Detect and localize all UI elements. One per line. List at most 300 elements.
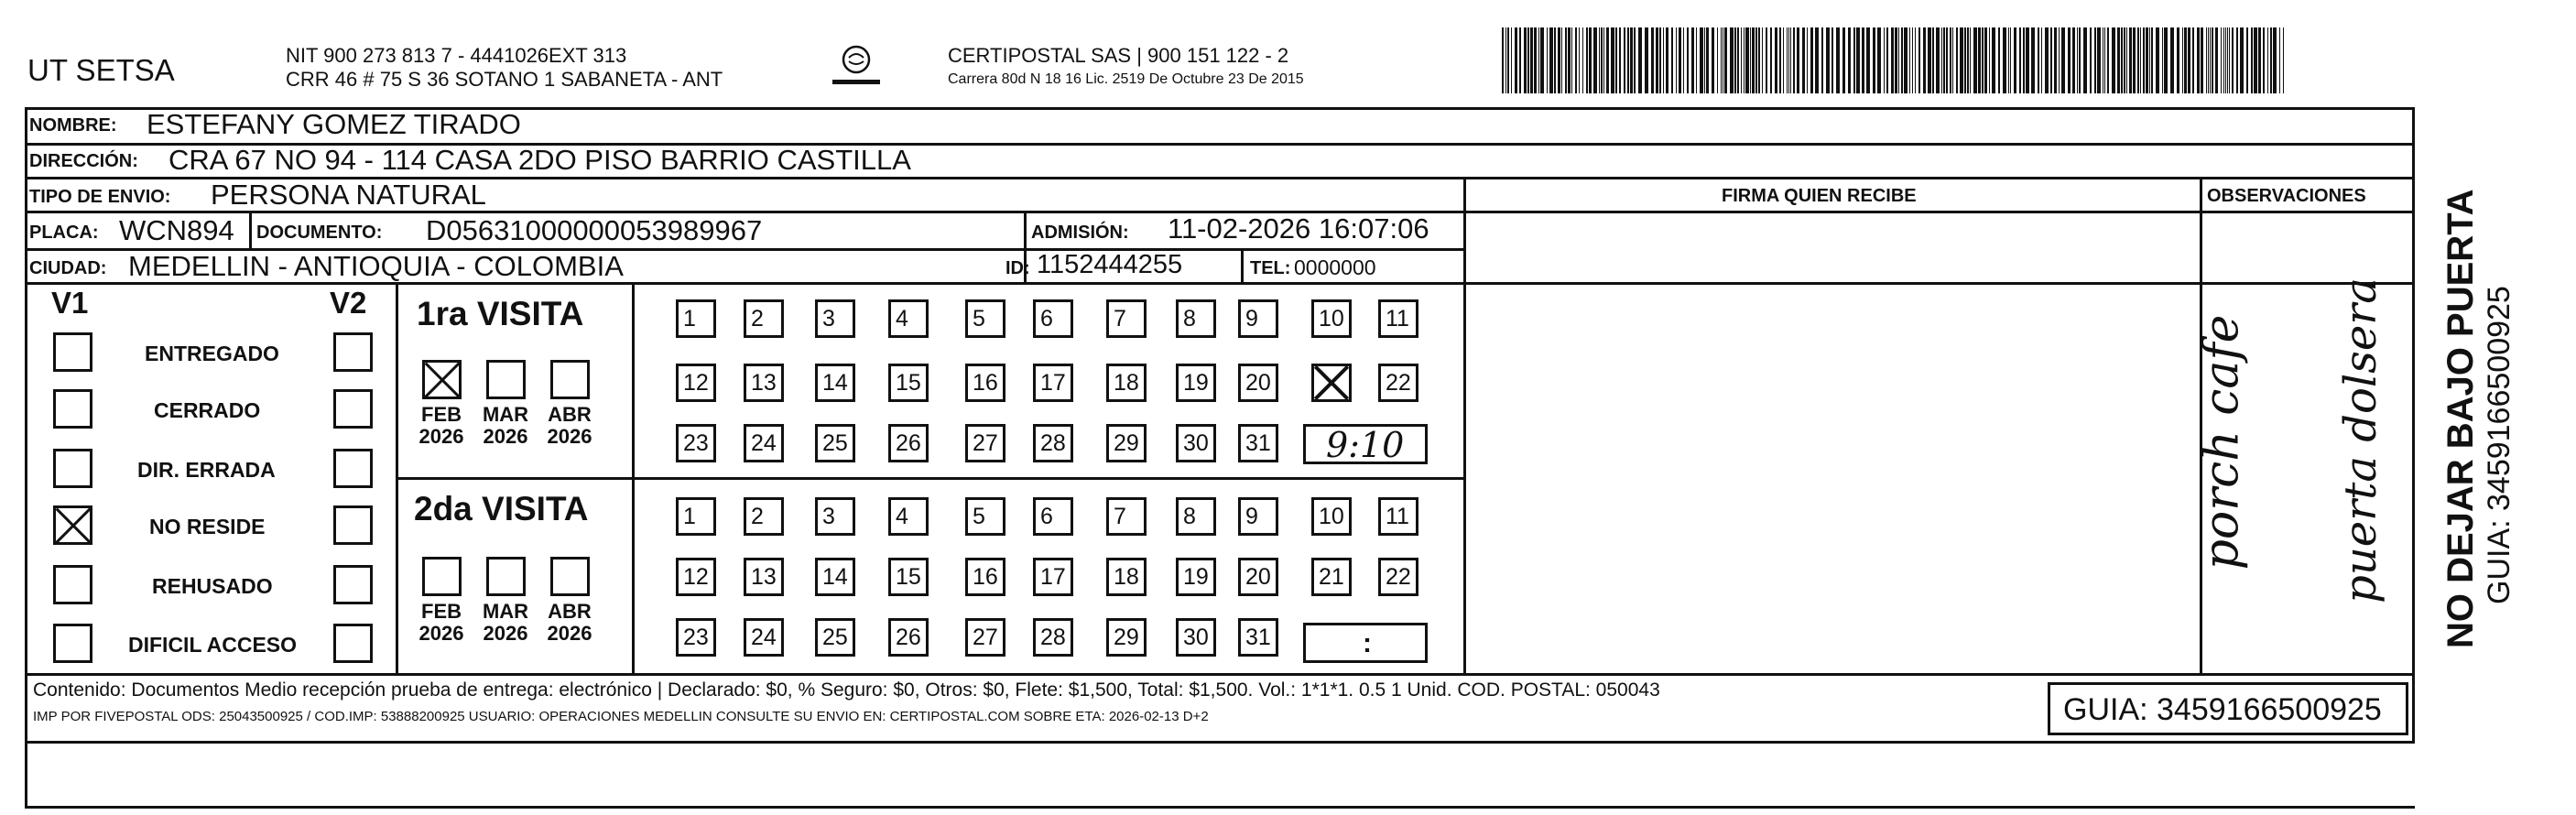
barcode-bar bbox=[1766, 27, 1767, 93]
barcode-bar bbox=[1998, 27, 2000, 93]
status-option-1: CERRADO bbox=[154, 398, 261, 422]
barcode-bar bbox=[1807, 27, 1808, 93]
barcode-bar bbox=[1891, 27, 1894, 93]
certipostal-logo bbox=[829, 41, 884, 96]
barcode-bar bbox=[1524, 27, 1527, 93]
barcode-bar bbox=[2208, 27, 2209, 93]
visit2-day-16[interactable]: 16 bbox=[965, 558, 1005, 596]
barcode-bar bbox=[1582, 27, 1583, 93]
barcode-bar bbox=[2254, 27, 2257, 93]
visit2-day-12[interactable]: 12 bbox=[676, 558, 716, 596]
barcode-bar bbox=[1565, 27, 1567, 93]
barcode-bar bbox=[2201, 27, 2203, 93]
visit1-day-20[interactable]: 20 bbox=[1238, 364, 1278, 402]
barcode-bar bbox=[1952, 27, 1953, 93]
barcode-bar bbox=[2197, 27, 2200, 93]
barcode-bar bbox=[1960, 27, 1963, 93]
barcode-bar bbox=[1923, 27, 1926, 93]
visit2-year-label-2: 2026 bbox=[547, 622, 592, 645]
visit2-day-26[interactable]: 26 bbox=[888, 618, 929, 657]
status-option-2: DIR. ERRADA bbox=[137, 458, 276, 482]
visit1-day-10[interactable]: 10 bbox=[1311, 299, 1352, 338]
barcode-bar bbox=[1802, 27, 1805, 93]
barcode-bar bbox=[2246, 27, 2248, 93]
visit2-day-3[interactable]: 3 bbox=[815, 497, 855, 536]
visit2-month-box-0[interactable] bbox=[422, 557, 462, 596]
v2-label: V2 bbox=[330, 286, 367, 320]
placa-value: WCN894 bbox=[119, 214, 234, 246]
barcode-bar bbox=[1651, 27, 1654, 93]
visit2-title: 2da VISITA bbox=[414, 490, 589, 527]
v1-checkbox-3[interactable] bbox=[53, 505, 92, 545]
barcode-bar bbox=[1696, 27, 1697, 93]
visit1-month-box-2[interactable] bbox=[550, 360, 590, 399]
barcode-bar bbox=[2263, 27, 2265, 93]
visit2-month-label-0: FEB bbox=[421, 600, 462, 623]
barcode-bar bbox=[1659, 27, 1661, 93]
barcode-bar bbox=[2023, 27, 2025, 93]
visit1-time-value: 9:10 bbox=[1326, 425, 1405, 465]
barcode-bar bbox=[1638, 27, 1642, 93]
v1-checkbox-0[interactable] bbox=[53, 332, 92, 372]
visit1-day-5[interactable]: 5 bbox=[965, 299, 1005, 338]
barcode-bar bbox=[1853, 27, 1855, 93]
barcode-bar bbox=[2283, 27, 2284, 93]
barcode-bar bbox=[2038, 27, 2039, 93]
barcode-bar bbox=[2090, 27, 2092, 93]
barcode-bar bbox=[1970, 27, 1971, 93]
certipostal-line: CERTIPOSTAL SAS | 900 151 122 - 2 bbox=[948, 44, 1289, 67]
barcode-bar bbox=[1967, 27, 1969, 93]
barcode-bar bbox=[2010, 27, 2011, 93]
visit1-title: 1ra VISITA bbox=[417, 295, 584, 332]
visit2-day-23[interactable]: 23 bbox=[676, 618, 716, 657]
barcode-bar bbox=[2273, 27, 2277, 93]
barcode-bar bbox=[2210, 27, 2211, 93]
barcode-bar bbox=[1502, 27, 1504, 93]
footer-guia-box bbox=[2048, 682, 2408, 735]
barcode-bar bbox=[2079, 27, 2081, 93]
visit1-day-18[interactable]: 18 bbox=[1106, 364, 1147, 402]
barcode-bar bbox=[1941, 27, 1942, 93]
barcode-bar bbox=[1915, 27, 1916, 93]
barcode-bar bbox=[1826, 27, 1830, 93]
barcode-bar bbox=[1505, 27, 1506, 93]
barcode-bar bbox=[2003, 27, 2006, 93]
barcode-bar bbox=[1558, 27, 1560, 93]
barcode-bar bbox=[2026, 27, 2029, 93]
barcode-bar bbox=[1730, 27, 1734, 93]
barcode-bar bbox=[1989, 27, 1990, 93]
v2-checkbox-1[interactable] bbox=[333, 389, 373, 429]
barcode-bar bbox=[1992, 27, 1995, 93]
v2-checkbox-4[interactable] bbox=[333, 565, 373, 604]
barcode-bar bbox=[1575, 27, 1577, 93]
visit2-day-5[interactable]: 5 bbox=[965, 497, 1005, 536]
barcode-bar bbox=[2077, 27, 2078, 93]
barcode-bar bbox=[1663, 27, 1664, 93]
barcode-bar bbox=[1561, 27, 1562, 93]
barcode-bar bbox=[2236, 27, 2238, 93]
visit2-day-9[interactable]: 9 bbox=[1238, 497, 1278, 536]
visit1-day-22[interactable]: 22 bbox=[1378, 364, 1418, 402]
barcode-bar bbox=[2112, 27, 2115, 93]
barcode-bar bbox=[1762, 27, 1763, 93]
side-guia: GUIA: 3459166500925 bbox=[2482, 286, 2516, 604]
visit2-month-label-1: MAR bbox=[482, 600, 529, 623]
barcode-bar bbox=[1810, 27, 1813, 93]
documento-label: DOCUMENTO: bbox=[256, 223, 383, 243]
barcode-bar bbox=[2229, 27, 2230, 93]
visit1-day-21[interactable] bbox=[1311, 364, 1352, 402]
visit2-day-10[interactable]: 10 bbox=[1311, 497, 1352, 536]
barcode-bar bbox=[1973, 27, 1977, 93]
visit1-day-3[interactable]: 3 bbox=[815, 299, 855, 338]
v1-checkbox-5[interactable] bbox=[53, 624, 92, 663]
barcode-bar bbox=[1932, 27, 1934, 93]
v2-checkbox-0[interactable] bbox=[333, 332, 373, 372]
nombre-value: ESTEFANY GOMEZ TIRADO bbox=[147, 108, 521, 140]
barcode-bar bbox=[1724, 27, 1727, 93]
barcode-bar bbox=[2206, 27, 2207, 93]
barcode-bar bbox=[2083, 27, 2087, 93]
barcode-bar bbox=[2221, 27, 2222, 93]
barcode-bar bbox=[2097, 27, 2101, 93]
barcode-bar bbox=[2212, 27, 2213, 93]
visit2-day-14[interactable]: 14 bbox=[815, 558, 855, 596]
barcode-bar bbox=[1656, 27, 1658, 93]
barcode-bar bbox=[1912, 27, 1913, 93]
barcode-bar bbox=[1734, 27, 1736, 93]
barcode-bar bbox=[2223, 27, 2224, 93]
barcode-bar bbox=[1982, 27, 1984, 93]
visit1-day-6[interactable]: 6 bbox=[1033, 299, 1073, 338]
visit1-day-17[interactable]: 17 bbox=[1033, 364, 1073, 402]
visit2-time-box[interactable] bbox=[1303, 623, 1428, 663]
visit2-day-1[interactable]: 1 bbox=[676, 497, 716, 536]
barcode-bar bbox=[1630, 27, 1633, 93]
barcode-bar bbox=[1984, 27, 1987, 93]
visit1-day-4[interactable]: 4 bbox=[888, 299, 929, 338]
v2-checkbox-3[interactable] bbox=[333, 505, 373, 545]
status-option-0: ENTREGADO bbox=[145, 342, 279, 365]
visit1-day-27[interactable]: 27 bbox=[965, 424, 1005, 462]
visit1-day-28[interactable]: 28 bbox=[1033, 424, 1073, 462]
barcode-bar bbox=[1611, 27, 1614, 93]
visit1-month-label-2: ABR bbox=[548, 403, 592, 426]
barcode-bar bbox=[1538, 27, 1539, 93]
barcode-bar bbox=[1928, 27, 1931, 93]
observation-handwriting-1: porch cafe bbox=[2194, 314, 2250, 570]
barcode-bar bbox=[1898, 27, 1899, 93]
v1-label: V1 bbox=[51, 286, 89, 320]
barcode-bar bbox=[1866, 27, 1870, 93]
barcode-bar bbox=[1712, 27, 1714, 93]
observaciones-area[interactable] bbox=[2194, 213, 2412, 673]
id-label: ID: bbox=[1005, 258, 1030, 278]
status-option-5: DIFICIL ACCESO bbox=[128, 633, 298, 657]
tel-label: TEL: bbox=[1250, 258, 1291, 278]
footer-line-2: IMP POR FIVEPOSTAL ODS: 25043500925 / COD.IMP: 53888200925 USUARIO: OPERACIONES MEDELLIN CONSULTE SU ENVIO EN: CERTIPOSTAL.COM SOBRE ETA: 2026-02-13 D+2 bbox=[33, 709, 1209, 724]
barcode-bar bbox=[2072, 27, 2075, 93]
barcode-bar bbox=[1691, 27, 1694, 93]
barcode-bar bbox=[1873, 27, 1875, 93]
visit2-day-15[interactable]: 15 bbox=[888, 558, 929, 596]
barcode-bar bbox=[2107, 27, 2109, 93]
barcode-bar bbox=[1783, 27, 1784, 93]
nit-line: NIT 900 273 813 7 - 4441026EXT 313 bbox=[286, 44, 627, 67]
firma-label: FIRMA QUIEN RECIBE bbox=[1722, 186, 1917, 206]
barcode-bar bbox=[2121, 27, 2123, 93]
direccion-label: DIRECCIÓN: bbox=[29, 151, 138, 171]
tel-value: 0000000 bbox=[1294, 255, 1376, 279]
barcode-bar bbox=[1956, 27, 1958, 93]
barcode-bar bbox=[2149, 27, 2150, 93]
barcode-bar bbox=[2143, 27, 2145, 93]
tipo-envio-value: PERSONA NATURAL bbox=[211, 179, 486, 211]
barcode-bar bbox=[1901, 27, 1903, 93]
barcode-bar bbox=[1978, 27, 1981, 93]
observaciones-label: OBSERVACIONES bbox=[2207, 186, 2366, 206]
barcode-bar bbox=[1534, 27, 1537, 93]
barcode-bar bbox=[1547, 27, 1548, 93]
v2-checkbox-5[interactable] bbox=[333, 624, 373, 663]
barcode-bar bbox=[1904, 27, 1908, 93]
visit2-day-18[interactable]: 18 bbox=[1106, 558, 1147, 596]
barcode-bar bbox=[1884, 27, 1885, 93]
barcode-bar bbox=[1964, 27, 1966, 93]
visit2-day-4[interactable]: 4 bbox=[888, 497, 929, 536]
barcode-bar bbox=[2041, 27, 2042, 93]
visit1-day-19[interactable]: 19 bbox=[1176, 364, 1216, 402]
visit2-year-label-0: 2026 bbox=[418, 622, 464, 645]
visit1-month-label-1: MAR bbox=[482, 403, 529, 426]
visit2-day-27[interactable]: 27 bbox=[965, 618, 1005, 657]
barcode-bar bbox=[2164, 27, 2168, 93]
barcode-bar bbox=[2137, 27, 2139, 93]
barcode-bar bbox=[1950, 27, 1951, 93]
barcode-bar bbox=[1624, 27, 1625, 93]
barcode-bar bbox=[1511, 27, 1512, 93]
visit1-day-24[interactable]: 24 bbox=[744, 424, 784, 462]
barcode-bar bbox=[2170, 27, 2174, 93]
direccion-value: CRA 67 NO 94 - 114 CASA 2DO PISO BARRIO CASTILLA bbox=[168, 144, 911, 176]
v1-checkbox-2[interactable] bbox=[53, 449, 92, 488]
barcode-bar bbox=[1634, 27, 1636, 93]
status-option-3: NO RESIDE bbox=[149, 515, 266, 538]
barcode-bar bbox=[1671, 27, 1673, 93]
barcode-bar bbox=[1946, 27, 1948, 93]
barcode-bar bbox=[1593, 27, 1597, 93]
barcode-bar bbox=[2177, 27, 2179, 93]
visit1-day-23[interactable]: 23 bbox=[676, 424, 716, 462]
visit1-day-26[interactable]: 26 bbox=[888, 424, 929, 462]
barcode-bar bbox=[1540, 27, 1544, 93]
barcode-bar bbox=[1821, 27, 1823, 93]
barcode-bar bbox=[1744, 27, 1745, 93]
barcode-bar bbox=[1752, 27, 1755, 93]
status-option-4: REHUSADO bbox=[152, 574, 273, 598]
visit1-day-25[interactable]: 25 bbox=[815, 424, 855, 462]
visit2-day-19[interactable]: 19 bbox=[1176, 558, 1216, 596]
barcode-bar bbox=[2045, 27, 2049, 93]
barcode-bar bbox=[1856, 27, 1860, 93]
visit1-day-14[interactable]: 14 bbox=[815, 364, 855, 402]
visit2-month-label-2: ABR bbox=[548, 600, 592, 623]
barcode-bar bbox=[2133, 27, 2136, 93]
visit2-month-box-2[interactable] bbox=[550, 557, 590, 596]
barcode-bar bbox=[2061, 27, 2065, 93]
barcode-bar bbox=[2068, 27, 2071, 93]
barcode-bar bbox=[2184, 27, 2187, 93]
barcode-bar bbox=[1700, 27, 1703, 93]
barcode bbox=[1502, 27, 2289, 93]
barcode-bar bbox=[1619, 27, 1621, 93]
barcode-bar bbox=[1683, 27, 1684, 93]
barcode-bar bbox=[1797, 27, 1799, 93]
firma-area[interactable] bbox=[1466, 213, 2200, 673]
barcode-bar bbox=[2140, 27, 2141, 93]
barcode-bar bbox=[1549, 27, 1553, 93]
barcode-bar bbox=[2225, 27, 2226, 93]
visit2-day-31[interactable]: 31 bbox=[1238, 618, 1278, 657]
barcode-bar bbox=[1943, 27, 1945, 93]
visit1-month-label-0: FEB bbox=[421, 403, 462, 426]
visit2-day-21[interactable]: 21 bbox=[1311, 558, 1352, 596]
barcode-bar bbox=[1755, 27, 1757, 93]
visit1-month-box-0[interactable] bbox=[422, 360, 462, 399]
barcode-bar bbox=[2182, 27, 2183, 93]
barcode-bar bbox=[2014, 27, 2016, 93]
visit1-day-15[interactable]: 15 bbox=[888, 364, 929, 402]
visit1-day-12[interactable]: 12 bbox=[676, 364, 716, 402]
barcode-bar bbox=[2215, 27, 2218, 93]
visit1-day-11[interactable]: 11 bbox=[1378, 299, 1418, 338]
barcode-bar bbox=[1603, 27, 1604, 93]
visit1-month-box-1[interactable] bbox=[486, 360, 526, 399]
barcode-bar bbox=[1679, 27, 1681, 93]
barcode-bar bbox=[1519, 27, 1521, 93]
certipostal-sub: Carrera 80d N 18 16 Lic. 2519 De Octubre 23 De 2015 bbox=[948, 71, 1304, 87]
visit2-day-2[interactable]: 2 bbox=[744, 497, 784, 536]
visit1-year-label-2: 2026 bbox=[547, 425, 592, 448]
barcode-bar bbox=[2162, 27, 2163, 93]
barcode-bar bbox=[1745, 27, 1749, 93]
visit2-day-24[interactable]: 24 bbox=[744, 618, 784, 657]
visit1-day-9[interactable]: 9 bbox=[1238, 299, 1278, 338]
visit2-day-30[interactable]: 30 bbox=[1176, 618, 1216, 657]
barcode-bar bbox=[1568, 27, 1571, 93]
barcode-bar bbox=[2188, 27, 2190, 93]
visit2-day-7[interactable]: 7 bbox=[1106, 497, 1147, 536]
visit1-day-31[interactable]: 31 bbox=[1238, 424, 1278, 462]
barcode-bar bbox=[2267, 27, 2268, 93]
barcode-bar bbox=[1530, 27, 1533, 93]
barcode-bar bbox=[1815, 27, 1819, 93]
visit2-day-28[interactable]: 28 bbox=[1033, 618, 1073, 657]
v1-checkbox-1[interactable] bbox=[53, 389, 92, 429]
visit2-day-13[interactable]: 13 bbox=[744, 558, 784, 596]
barcode-bar bbox=[1704, 27, 1705, 93]
visit1-day-1[interactable]: 1 bbox=[676, 299, 716, 338]
barcode-bar bbox=[1601, 27, 1603, 93]
barcode-bar bbox=[1515, 27, 1517, 93]
ciudad-label: CIUDAD: bbox=[29, 258, 107, 278]
visit2-day-29[interactable]: 29 bbox=[1106, 618, 1147, 657]
barcode-bar bbox=[2270, 27, 2272, 93]
visit2-day-22[interactable]: 22 bbox=[1378, 558, 1418, 596]
visit1-year-label-0: 2026 bbox=[418, 425, 464, 448]
barcode-bar bbox=[2146, 27, 2148, 93]
barcode-bar bbox=[1527, 27, 1529, 93]
barcode-bar bbox=[1750, 27, 1751, 93]
barcode-bar bbox=[1687, 27, 1689, 93]
visit1-day-16[interactable]: 16 bbox=[965, 364, 1005, 402]
barcode-bar bbox=[1589, 27, 1592, 93]
visit2-day-25[interactable]: 25 bbox=[815, 618, 855, 657]
visit2-day-8[interactable]: 8 bbox=[1176, 497, 1216, 536]
no-dejar-bajo-puerta: NO DEJAR BAJO PUERTA bbox=[2440, 189, 2481, 648]
barcode-bar bbox=[1895, 27, 1897, 93]
barcode-bar bbox=[1599, 27, 1600, 93]
visit1-day-7[interactable]: 7 bbox=[1106, 299, 1147, 338]
visit2-month-box-1[interactable] bbox=[486, 557, 526, 596]
barcode-bar bbox=[1571, 27, 1572, 93]
visit1-time-box[interactable] bbox=[1303, 424, 1428, 464]
visit1-day-8[interactable]: 8 bbox=[1176, 299, 1216, 338]
barcode-bar bbox=[1606, 27, 1609, 93]
barcode-bar bbox=[2059, 27, 2060, 93]
nombre-label: NOMBRE: bbox=[29, 115, 117, 136]
barcode-bar bbox=[1775, 27, 1777, 93]
barcode-bar bbox=[2251, 27, 2253, 93]
barcode-bar bbox=[1717, 27, 1718, 93]
tipo-envio-label: TIPO DE ENVIO: bbox=[29, 187, 171, 207]
barcode-bar bbox=[1586, 27, 1588, 93]
visit2-day-20[interactable]: 20 bbox=[1238, 558, 1278, 596]
barcode-bar bbox=[1645, 27, 1648, 93]
v1-checkbox-4[interactable] bbox=[53, 565, 92, 604]
v2-checkbox-2[interactable] bbox=[333, 449, 373, 488]
barcode-bar bbox=[2279, 27, 2280, 93]
barcode-bar bbox=[2126, 27, 2127, 93]
barcode-bar bbox=[2124, 27, 2125, 93]
company-name: UT SETSA bbox=[27, 53, 175, 87]
barcode-bar bbox=[1848, 27, 1851, 93]
barcode-bar bbox=[1936, 27, 1940, 93]
visit1-day-29[interactable]: 29 bbox=[1106, 424, 1147, 462]
footer-line-1: Contenido: Documentos Medio recepción prueba de entrega: electrónico | Declarado: $0, % Seguro: $0, Otros: $0, Flete: $1,500, Total: $1,500. Vol.: 1*1*1. 0.5 1 Unid. COD. POSTAL: 050043 bbox=[33, 679, 1660, 701]
admision-value: 11-02-2026 16:07:06 bbox=[1168, 212, 1429, 244]
barcode-bar bbox=[1666, 27, 1668, 93]
barcode-bar bbox=[1770, 27, 1772, 93]
visit1-day-13[interactable]: 13 bbox=[744, 364, 784, 402]
barcode-bar bbox=[1909, 27, 1910, 93]
barcode-bar bbox=[2156, 27, 2159, 93]
barcode-bar bbox=[1790, 27, 1791, 93]
barcode-bar bbox=[2227, 27, 2228, 93]
address-line: CRR 46 # 75 S 36 SOTANO 1 SABANETA - ANT bbox=[286, 68, 723, 91]
visit1-day-2[interactable]: 2 bbox=[744, 299, 784, 338]
barcode-bar bbox=[1877, 27, 1881, 93]
barcode-bar bbox=[1886, 27, 1888, 93]
visit2-day-11[interactable]: 11 bbox=[1378, 497, 1418, 536]
visit2-day-6[interactable]: 6 bbox=[1033, 497, 1073, 536]
barcode-bar bbox=[1831, 27, 1833, 93]
visit2-day-17[interactable]: 17 bbox=[1033, 558, 1073, 596]
visit1-day-30[interactable]: 30 bbox=[1176, 424, 1216, 462]
barcode-bar bbox=[1627, 27, 1629, 93]
